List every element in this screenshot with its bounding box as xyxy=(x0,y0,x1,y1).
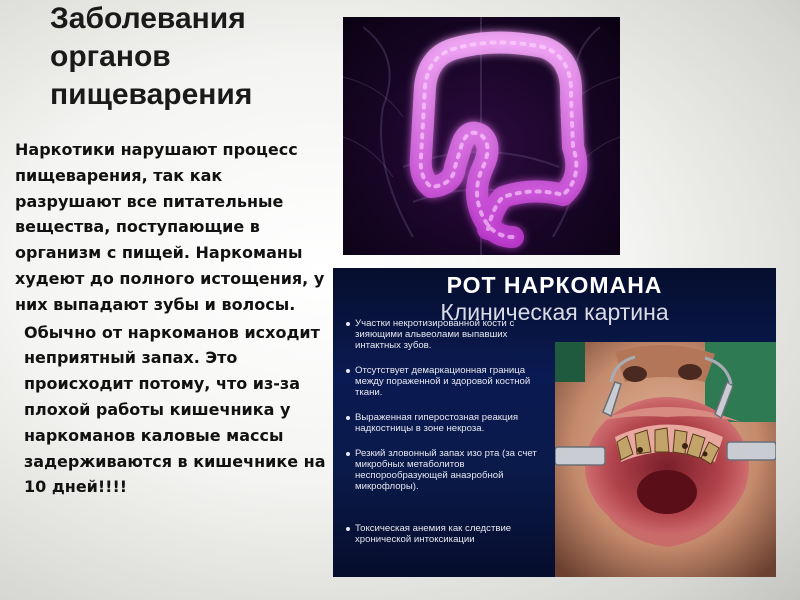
body-text xyxy=(15,137,333,500)
clinical-bullet: Резкий зловонный запах изо рта (за счет микробных метаболитов неспорообразующей анаэробной микрофлоры). xyxy=(339,448,553,492)
clinical-bullet: Выраженная гиперостозная реакция надкостницы в зоне некроза. xyxy=(339,412,553,434)
title-line: Заболевания xyxy=(50,2,246,35)
title-line: органов xyxy=(50,40,171,73)
colon-xray-icon xyxy=(343,17,620,255)
paragraph-narcotics-digestion: Наркотики нарушают процесс пищеварения, так как разрушают все питательные вещества, поступающие в организм с пищей. Наркоманы худеют до полного истощения, у них выпадают зубы и волосы. xyxy=(15,140,325,314)
clinical-bullet: Токсическая анемия как следствие хронической интоксикации xyxy=(339,523,553,545)
open-mouth-icon xyxy=(555,342,776,577)
open-mouth-photo xyxy=(555,342,776,577)
colon-xray-image xyxy=(343,17,620,255)
clinical-bullet: Отсутствует демаркационная граница между пораженной и здоровой костной ткани. xyxy=(339,365,553,398)
title-line: пищеварения xyxy=(50,78,253,111)
slide-title xyxy=(50,0,330,114)
paragraph-bad-smell: Обычно от наркоманов исходит неприятный запах. Это происходит потому, что из-за плохой работы кишечника у наркоманов каловые массы задерживаются в кишечнике на 10 дней!!!! xyxy=(24,322,326,497)
clinical-bullet: Участки некротизированной кости с зияющими альвеолами выпавших интактных зубов. xyxy=(339,318,553,351)
mouth-slide-subtitle: Клиническая картина xyxy=(440,299,669,325)
mouth-clinical-slide xyxy=(333,268,776,577)
mouth-slide-title: РОТ НАРКОМАНА xyxy=(446,272,663,298)
